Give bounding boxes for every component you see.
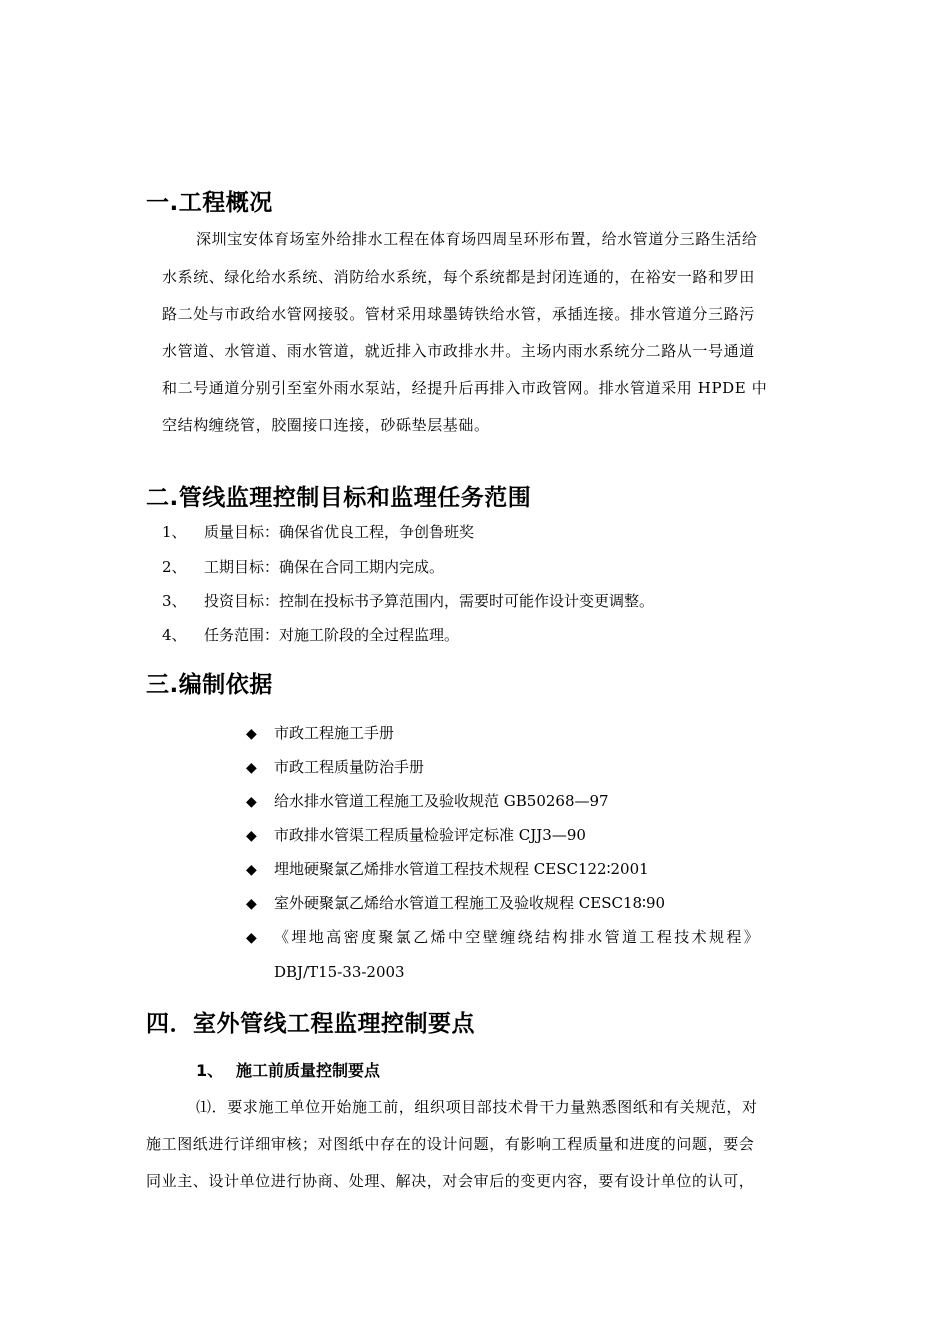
bullet-item: [246, 756, 424, 777]
paragraph-line: 和二号通道分别引至室外雨水泵站，经提升后再排入市政管网。排水管道采用 HPDE 中: [162, 379, 768, 397]
diamond-bullet-icon: ◆: [246, 896, 257, 912]
list-item-text: 任务范围：对施工阶段的全过程监理。: [204, 626, 460, 644]
subheading: [196, 1058, 380, 1081]
paragraph-line: 深圳宝安体育场室外给排水工程在体育场四周呈环形布置，给水管道分三路生活给: [196, 230, 758, 248]
bullet-item: [246, 926, 761, 947]
bullet-text: 《埋地高密度聚氯乙烯中空壁缠绕结构排水管道工程技术规程》: [274, 928, 762, 946]
bullet-text: 市政工程施工手册: [274, 724, 395, 742]
bullet-text: 给水排水管道工程施工及验收规范 GB50268—97: [274, 792, 609, 810]
list-item-number: 4、: [162, 626, 187, 644]
section-heading-goals: 二.管线监理控制目标和监理任务范围: [146, 485, 532, 511]
paragraph-line: 水系统、绿化给水系统、消防给水系统，每个系统都是封闭连通的，在裕安一路和罗田: [162, 268, 755, 286]
bullet-text: 埋地硬聚氯乙烯排水管道工程技术规程 CESC122∶2001: [274, 860, 649, 878]
list-item: [162, 590, 654, 611]
bullet-continuation: DBJ/T15-33-2003: [274, 963, 405, 981]
bullet-item: [246, 824, 586, 845]
subheading-number: 1、: [196, 1061, 224, 1080]
list-item: [162, 624, 459, 645]
paragraph-line: 水管道、水管道、雨水管道，就近排入市政排水井。主场内雨水系统分二路从一号通道: [162, 342, 755, 360]
diamond-bullet-icon: ◆: [246, 726, 257, 742]
list-item-text: 工期目标：确保在合同工期内完成。: [204, 558, 445, 576]
paragraph-line: 路二处与市政给水管网接驳。管材采用球墨铸铁给水管，承插连接。排水管道分三路污: [162, 305, 755, 323]
list-item-number: 1、: [162, 523, 187, 541]
bullet-item: [246, 790, 609, 811]
bullet-text: 市政排水管渠工程质量检验评定标准 CJJ3—90: [274, 826, 586, 844]
diamond-bullet-icon: ◆: [246, 862, 257, 878]
diamond-bullet-icon: ◆: [246, 828, 257, 844]
bullet-text: 市政工程质量防治手册: [274, 758, 425, 776]
paragraph-line: 空结构缠绕管，胶圈接口连接，砂砾垫层基础。: [162, 416, 490, 434]
section-heading-overview: 一.工程概况: [146, 190, 273, 216]
paragraph-line: 同业主、设计单位进行协商、处理、解决，对会审后的变更内容，要有设计单位的认可，: [146, 1172, 755, 1190]
list-item: [162, 556, 444, 577]
section-heading-basis: 三.编制依据: [146, 672, 273, 698]
list-item-number: 2、: [162, 558, 187, 576]
diamond-bullet-icon: ◆: [246, 794, 257, 810]
section-heading-control-points: 四．室外管线工程监理控制要点: [146, 1011, 475, 1037]
subheading-text: 施工前质量控制要点: [236, 1061, 381, 1080]
diamond-bullet-icon: ◆: [246, 760, 257, 776]
bullet-text: 室外硬聚氯乙烯给水管道工程施工及验收规程 CESC18∶90: [274, 894, 666, 912]
list-item-text: 质量目标：确保省优良工程，争创鲁班奖: [204, 523, 475, 541]
diamond-bullet-icon: ◆: [246, 930, 260, 946]
bullet-item: [246, 722, 394, 743]
bullet-item: [246, 858, 649, 879]
paragraph-line: ⑴．要求施工单位开始施工前，组织项目部技术骨干力量熟悉图纸和有关规范，对: [196, 1098, 758, 1116]
list-item-number: 3、: [162, 592, 187, 610]
bullet-item: [246, 892, 665, 913]
list-item-text: 投资目标：控制在投标书予算范围内，需要时可能作设计变更调整。: [204, 592, 655, 610]
paragraph-line: 施工图纸进行详细审核；对图纸中存在的设计问题，有影响工程质量和进度的问题，要会: [146, 1135, 755, 1153]
list-item: [162, 521, 474, 542]
